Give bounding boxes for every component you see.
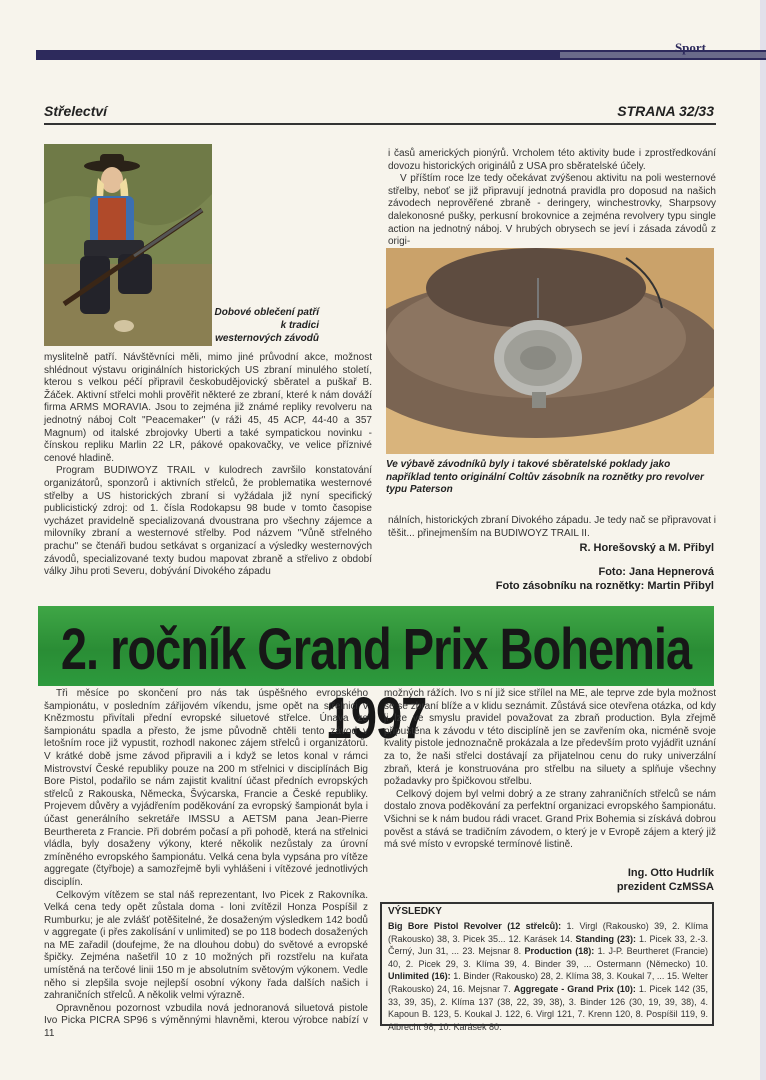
article2-left-column (44, 688, 368, 1041)
article1-right-continuation (388, 515, 716, 540)
results-segment: 1. Binder (Rakousko) 28, 2. Klíma 38, 3. Koukal 7, ... 15. Welter (Rakousko) 24, 16. Mejsnar 7. (388, 971, 708, 994)
magazine-tag: Sport (674, 40, 706, 55)
results-segment: 1. Virgl (Rakousko) 39, 2. Klíma (Rakousko) 38, 3. Picek 35... 12. Karásek 14. (388, 921, 709, 944)
results-title: VÝSLEDKY (388, 906, 442, 917)
paragraph: myslitelně patří. Návštěvníci měli, mimo jiné průvodní akce, možnost shlédnout výstavu originálních historických US zbraní minulého století, kterou s velkou péčí připravil českobudějovický sběratel a puškař B. Žáček. Aktivní střelci mohli prověřit některé ze zbraní, které k nám dováží firma ARMS MORAVIA. Jsou to zejména již známé repliky revolveru na jednotný náboj Colt "Peacemaker" (v ráži 45, 45 ACP, 44-40 a 357 Magnum) od italské zbrojovky Uberti a také sympatickou novinku - čínskou repliku Marlin 22 LR, pákové opakovačky, ve velice příznivé cenové hladině. (44, 352, 372, 464)
page-number: STRANA 32/33 (617, 103, 714, 119)
headline: 2. ročník Grand Prix Bohemia 1997 (60, 615, 692, 751)
results-segment: 1. Picek 33, 2.-3. Černý, Jun 31, ... 23. Mejsnar 8. (388, 933, 708, 957)
results-body (388, 920, 708, 1033)
article1-left-column (44, 352, 372, 579)
signature-name: Ing. Otto Hudrlík (627, 867, 714, 879)
page-edge (760, 0, 766, 1080)
photo-western-shooter (44, 144, 212, 346)
results-segment: 1. Picek 142 (35, 33, 39, 35), 2. Klíma 137 (38, 22, 39, 38), 3. Binder 126 (30, 19, 39, 38), 4. Kapoun B. 123, 5. Koukal J. 122, 6. Virgl 121, 7. Krenn 120, 8. Pospíšil 119, 9. Albrecht 98, 10. Karásek 80. (388, 983, 708, 1032)
paragraph: Tři měsíce po skončení pro nás tak úspěšného evropského šampionátu, v posledním zářijovém víkendu, jsme opět na střelnici v Knězmostu přivítali přední evropské siluetové střelce. Únava ze šampionátu spadla a přesto, že jsme původně chtěli tento závod v letošním roce již vypustit, rozhodl nakonec zájem střelců i organizátorů. V krátké době jsme závod připravili a i když se letos konal v rámci Mistrovství České republiky pouze na 200 m střelnici v disciplínách Big Bore Pistol, podařilo se nám zajistit kvalitní účast předních evropských střelců z Rakouska, Německa, Švýcarska, Francie a České republiky. Projevem důvěry a vyjádřením poděkování za evropský šampionát byla i účast generálního sekretáře IMSSU a AETSM pana Jean-Pierre Beurthereta z Francie. Při dobrém počasí a při pohodě, která na střelnici vládla, byly dosaženy výkony, které několik nezůstaly za úrovní zmíněného evropského šampionátu. Velká cena byla vypsána pro vítěze aggregate (čtyřboje) a samozřejmě byli vyhlášeni i vítězové jednotlivých disciplín. (44, 688, 368, 888)
paragraph: V příštím roce lze tedy očekávat zvýšenou aktivitu na poli westernové střelby, neboť se již připravují jednotná pravidla pro doposud na našich závodech neprověřené zbraně - deringery, winchestrovky, Sharpsovy dalekonosné pušky, perkusní brokovnice a zejména revolvery typu single action na jednotný náboj. V hrubých obrysech se jeví i zásada závodů z origi- (388, 173, 716, 248)
paragraph: Celkovým vítězem se stal náš reprezentant, Ivo Picek z Rakovníka. Velká cena tedy opět zůstala doma - loni zvítězil Honza Pospíšil z Rumburku; je ale zvlášť potěšitelné, že dosaženým výsledkem 142 bodů v aggregate (i přes zakolísání v unlimited) se po 118 bodech dosažených na ME zařadil (doufejme, že na dlouhou dobu) do světové a evropské špičky. Zejména našetřil 10 z 10 možných při rozstřelu na kuřata umístěná na terčové linii 150 m je absolutním světovým výkonem. Vedle něho si zlepšila svoje nejlepší osobní výkony řada dalších našich i zahraničních střelců. A několik velmi výrazně. (44, 889, 368, 1002)
paragraph: Celkový dojem byl velmi dobrý a ze strany zahraničních střelců se nám dostalo znova poděkování za perfektní organizaci evropského šampionátu. Všichni se k nám budou rádi vracet. Grand Prix Bohemia si získává dobrou pověst a stává se tradičním závodem, o který je v Evropě zájem a který již má své místo v evropské termínové listině. (384, 788, 716, 851)
photo-caption: Ve výbavě závodníků byly i takové sběratelské poklady jako například tento originální Coltův zásobník na roznětky pro revolver typu Paterson (386, 459, 704, 495)
article1-right-column (388, 148, 716, 249)
paragraph: Opravněnou pozornost vzbudila nová jednoranová siluetová pistole Ivo Picka PICRA SP96 s výměnnými hlavněmi, kterou výrobce nabízí v 11 (44, 1002, 368, 1040)
photo-caption: Dobové oblečení patří k tradici westernových závodů (214, 307, 319, 344)
results-segment: 1. J-P. Beurtheret (Francie) 40, 2. Picek 29, 3. Klíma 39, 4. Binder 39, ... Ostermann (Německo) 10. (388, 946, 709, 969)
results-segment: Production (18): (524, 946, 598, 957)
photo-colt-cap-box (386, 248, 714, 454)
photo-credit: Foto zásobníku na roznětky: Martin Přibyl (495, 580, 714, 592)
shooter-illustration (44, 144, 212, 346)
photo-credit: Foto: Jana Hepnerová (598, 566, 714, 578)
cap-box-illustration (386, 248, 714, 454)
paragraph: Program BUDIWOYZ TRAIL v kulodrech završilo konstatování organizátorů, sponzorů i aktivních střelců, že problematika westernové střelby a US historických zbraní si vyžádala již nyní specifický publicistický zdroj: od 1. čísla Rodokapsu 98 bude v tomto časopise vycházet pravidelně specializovaná dvoustrana pro všechny zájemce a milovníky zbraní a westernové střelby. Pod názvem "Vůně střelného prachu" se čtenáři budou setkávat s organizací a výsledky westernových závodů, specializované texty budou mapovat zbraně a střelivo z období války Jihu proti Severu, dobývání Divokého západu (44, 465, 372, 578)
results-segment: Standing (23): (575, 933, 639, 944)
paragraph: i časů amerických pionýrů. Vrcholem této aktivity bude i zprostředkování dovozu historických originálů z USA pro sběratelské účely. (388, 148, 716, 172)
section-title: Střelectví (44, 103, 108, 119)
results-segment: Unlimited (16): (388, 971, 454, 982)
header-band-accent (560, 52, 766, 58)
article-authors: R. Horešovský a M. Přibyl (579, 542, 714, 554)
signature-title: prezident CzMSSA (616, 881, 714, 893)
article2-right-column (384, 688, 716, 852)
results-segment: Aggregate - Grand Prix (10): (513, 983, 639, 994)
header-rule (44, 123, 716, 125)
results-segment: Big Bore Pistol Revolver (12 střelců): (388, 921, 567, 931)
paragraph: možných rážích. Ivo s ní již sice střílel na ME, ale teprve zde byla možnost se se zbraní blíže a v klidu seznámit. Zůstává sice otevřena otázka, od kdy ji lze ve smyslu pravidel považovat za zbraň production. Byla zřejmě připuštěna k závodu v této disciplíně jen se zavřením oka, nicméně svoje kvality pistole jednoznačně prokázala a lze především proto vyjádřit uznání za to, že naši střelci dostávají za přijatelnou cenu do ruky univerzální zbraň, která je konstruována pro střelbu na siluety a splňuje všechny požadavky pro špičkovou střelbu. (384, 688, 716, 788)
paragraph: nálních, historických zbraní Divokého západu. Je tedy nač se připravovat i těšit... přinejmenším na BUDIWOYZ TRAIL II. (388, 515, 716, 539)
